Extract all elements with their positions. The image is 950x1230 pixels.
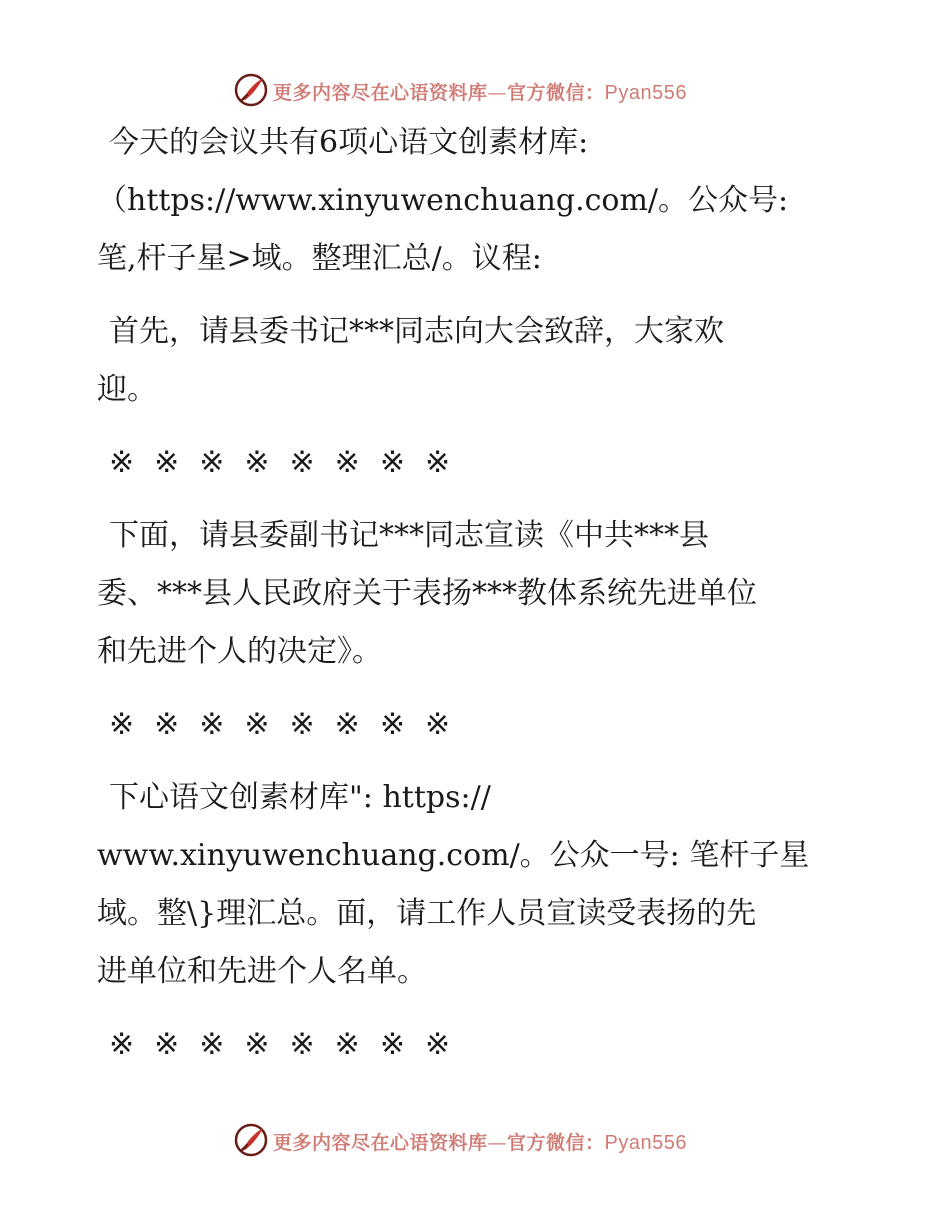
quill-logo-icon (233, 72, 269, 108)
paragraph-gap (97, 492, 857, 507)
banner-text (273, 1128, 687, 1155)
namelist-reading-line-3: 域。整\}理汇总。面，请工作人员宣读受表扬的先 (97, 896, 757, 931)
paragraph-gap (97, 419, 857, 434)
namelist-reading-line-1: 下心语文创素材库": https:// (109, 780, 491, 815)
decision-reading-line-2: 委、***县人民政府关于表扬***教体系统先进单位 (97, 576, 757, 611)
banner-separator: — (487, 1132, 508, 1154)
decision-reading-line-1: 下面，请县委副书记***同志宣读《中共***县 (109, 518, 709, 553)
separator-marks-2: ※※※※※※※※ (109, 707, 471, 742)
paragraph-gap (97, 681, 857, 696)
footer-banner (0, 1120, 950, 1160)
quill-logo-icon (233, 1122, 269, 1158)
namelist-reading-line-4: 进单位和先进个人名单。 (97, 954, 427, 989)
banner-wechat-id: Pyan556 (604, 82, 687, 104)
banner-main: 更多内容尽在心语资料库 (273, 1132, 488, 1154)
banner-wechat-label: 官方微信： (507, 82, 605, 104)
header-banner (0, 70, 950, 110)
agenda-intro-line-1: 今天的会议共有6项心语文创素材库: (109, 125, 589, 160)
paragraph-gap (97, 1001, 857, 1016)
banner-wechat-label: 官方微信： (507, 1132, 605, 1154)
speech-intro-line-1: 首先，请县委书记***同志向大会致辞，大家欢 (109, 314, 724, 349)
speech-intro-line-2: 迎。 (97, 372, 157, 407)
document-body (97, 114, 857, 1074)
separator-marks-3: ※※※※※※※※ (109, 1027, 471, 1062)
paragraph-gap (97, 754, 857, 769)
namelist-reading-line-2: www.xinyuwenchuang.com/。公众一号: 笔杆子星 (97, 838, 810, 873)
banner-wechat-id: Pyan556 (604, 1132, 687, 1154)
decision-reading-line-3: 和先进个人的决定》。 (97, 634, 382, 669)
paragraph-gap (97, 288, 857, 303)
separator-marks-1: ※※※※※※※※ (109, 445, 471, 480)
banner-separator: — (487, 82, 508, 104)
agenda-intro-line-3: 笔,杆子星>域。整理汇总/。议程: (97, 241, 542, 276)
banner-main: 更多内容尽在心语资料库 (273, 82, 488, 104)
agenda-intro-line-2: （https://www.xinyuwenchuang.com/。公众号: (97, 183, 789, 218)
banner-text (273, 78, 687, 105)
